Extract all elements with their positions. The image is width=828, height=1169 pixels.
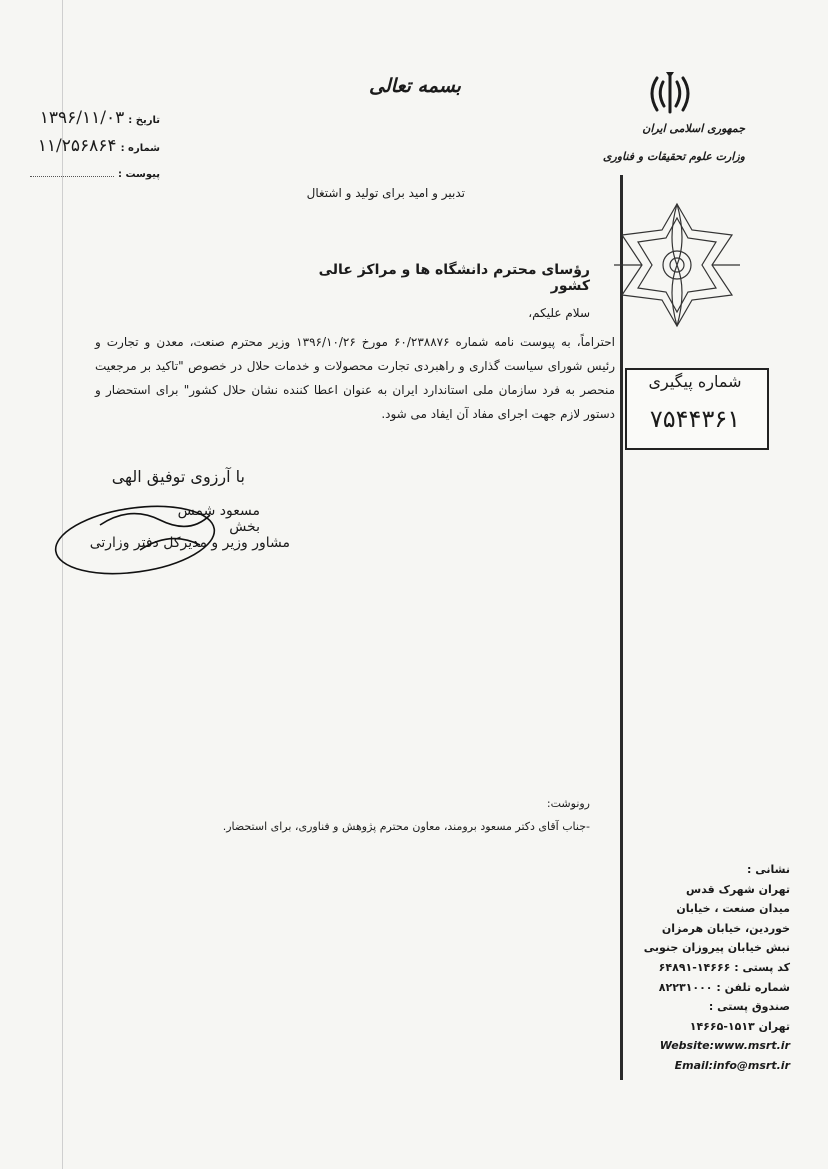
cc-line: -جناب آقای دکتر مسعود برومند، معاون محترم پژوهش و فناوری، برای استحضار.: [222, 820, 590, 833]
number-value: ۱۱/۲۵۶۸۶۴: [37, 136, 117, 156]
postal-code: کد پستی : ۱۴۶۶۶-۶۴۸۹۱: [658, 960, 790, 974]
org-name-line2: وزارت علوم تحقیقات و فناوری: [602, 150, 745, 163]
attachment-label: پیوست :: [117, 169, 160, 180]
tracking-label: شماره پیگیری: [648, 372, 742, 391]
signature-icon: [40, 495, 290, 585]
address-line: تهران شهرک قدس: [686, 882, 790, 896]
iran-emblem-icon: [645, 68, 695, 118]
phone-number: شماره تلفن : ۸۲۲۳۱۰۰۰: [658, 980, 790, 994]
org-name-line1: جمهوری اسلامی ایران: [642, 122, 745, 135]
email-link[interactable]: Email:info@msrt.ir: [674, 1058, 790, 1072]
attachment-blank: [30, 168, 114, 177]
date-value: ۱۳۹۶/۱۱/۰۳: [39, 108, 125, 128]
number-row: [0, 136, 160, 156]
date-label: تاریخ :: [128, 115, 160, 126]
address-block: [640, 860, 790, 1076]
salutation: سلام علیکم،: [528, 306, 590, 320]
website-link[interactable]: Website:www.msrt.ir: [659, 1039, 790, 1053]
date-row: [0, 108, 160, 128]
address-line: خوردین، خیابان هرمزان: [661, 921, 790, 935]
letter-body: احتراماً، به پیوست نامه شماره ۶۰/۲۳۸۸۷۶ مورخ ۱۳۹۶/۱۰/۲۶ وزیر محترم صنعت، معدن و تجارت و رئیس شورای سیاست گذاری و راهبردی تجارت محصولات و خدمات حلال در خصوص "تاکید بر مرجعیت منحصر به فرد سازمان ملی استاندارد ایران به عنوان اعطا کننده نشان حلال کشور" برای استحضار و دستور لازم جهت اجرای مفاد آن ایفاد می شود.: [95, 335, 616, 421]
addressee: رؤسای محترم دانشگاه ها و مراکز عالی کشور: [318, 262, 590, 294]
signer-name: مسعود شمس بخش: [177, 503, 260, 535]
number-label: شماره :: [120, 143, 160, 154]
closing-wish: با آرزوی توفیق الهی: [111, 467, 245, 486]
cc-label: رونوشت:: [546, 797, 590, 810]
signer-title: مشاور وزیر و مدیرکل دفتر وزارتی: [89, 535, 290, 551]
ornament-icon: [612, 200, 742, 330]
slogan: تدبیر و امید برای تولید و اشتغال: [306, 186, 465, 200]
tracking-number: ۷۵۴۴۳۶۱: [649, 405, 741, 433]
address-line: میدان صنعت ، خیابان: [676, 902, 790, 916]
po-box-value: تهران ۱۵۱۳-۱۴۶۶۵: [689, 1019, 790, 1033]
attachment-row: [30, 168, 160, 180]
address-line: نبش خیابان پیروزان جنوبی: [643, 941, 790, 955]
basmala: بسمه تعالی: [369, 75, 461, 97]
address-title: نشانی :: [747, 863, 790, 876]
po-box-label: صندوق پستی :: [708, 1000, 790, 1014]
